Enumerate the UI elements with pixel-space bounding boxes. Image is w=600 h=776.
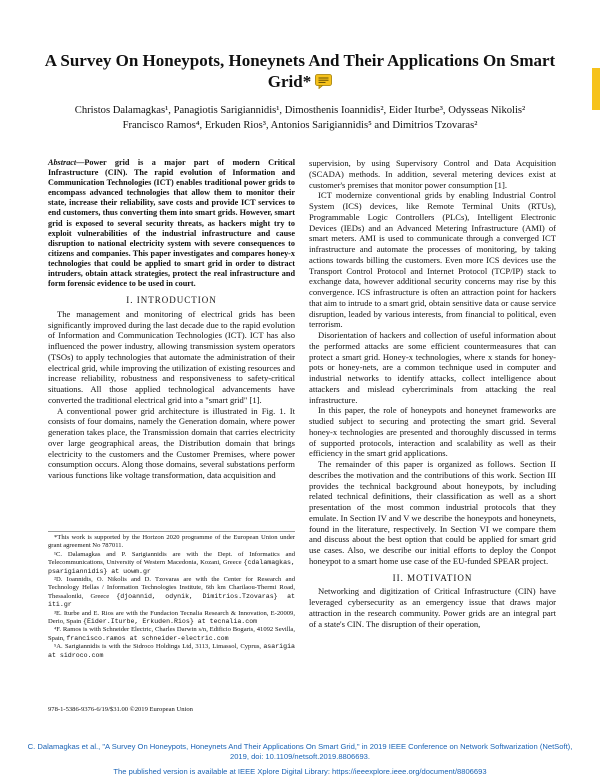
- footnote-2-text: ²D. Ioannidis, O. Nikolis and D. Tzovaras are with the Center for Research and Technology Hellas / Information Technologies Institute, 6th km Charilaou-Thermi Road, Thessaloniki, Greece: [48, 576, 295, 600]
- left-column: [48, 158, 295, 481]
- right-paragraph-4: The remainder of this paper is organized as follows. Section II describes the motivation and the contributions of this work. Section III provides the technical background about honeypots, by including related technical definitions, their classification as well as a short presentation of the most common industrial protocols that they emulate. In Section IV and V we describe the honeypots and honeynets, found in the literature, respectively. In Section VI we compare them and discuss about the best option that could be applied for smart grid use cases. Also, we describe our initial efforts to deploy the Conpot honeypot to a smart home use case of the EU-funded SPEAR project.: [309, 459, 557, 566]
- paper-title: [40, 50, 560, 92]
- copyright-line: 978-1-5386-9376-6/19/$31.00 ©2019 European Union: [48, 706, 193, 713]
- right-paragraph-0: supervision, by using Supervisory Control and Data Acquisition (SCADA) methods. In addition, several metering devices exist at customer's premises that monitor power consumption [1].: [309, 158, 556, 190]
- section-heading-motivation: II. MOTIVATION: [392, 572, 473, 583]
- footnote-4: [48, 626, 295, 643]
- right-paragraph-3: In this paper, the role of honeypots and honeynet frameworks are studied subject to securing and protecting the smart grid. Several honey-x technologies are presented and thoroughly discussed in terms of supported protocols, interaction and scalability as well as their efficiency in the smart grid applications.: [309, 405, 556, 459]
- abstract-label: Abstract: [48, 158, 77, 167]
- footnote-3: [48, 610, 295, 627]
- published-version-link[interactable]: The published version is available at IEEE Xplore Digital Library: https://ieeexplore.ieee.org/document/8806693: [113, 767, 487, 776]
- right-paragraph-2: Disorientation of hackers and collection of useful information about the performed attacks are some efficient countermeasures that can protect a smart grid. Honey-x technologies, where x stands for honey-pots or honey-nets, are a common technique used in computer and industrial networks to identify attacks, collect intelligence about attackers and mislead cybercriminals from attacking the real infrastructure.: [309, 330, 556, 405]
- intro-paragraph-1: The management and monitoring of electrical grids has been significantly improved during the last decade due to the rapid evolution of Information and Communication Technologies (ICT). ICT has also influenced the power industry, allowing transmission system operators (TSOs) to apply technologies that automate the administration of their electrical grid, while improving the utilization of existing resources and increase reliability, robustness and responsiveness to safety-critical situations. All those applied technological advancements have converted the traditional electrical grid into a "smart grid" [1].: [48, 308, 295, 405]
- footnote-1-text: ¹C. Dalamagkas and P. Sarigiannidis are with the Dept. of Informatics and Telecommunications, University of Western Macedonia, Kozani, Greece: [48, 550, 295, 567]
- footnote-4-text: ⁴F. Ramos is with Schneider Electric, Charles Darwin s/n, Edificio Bogaris, 41092 Sevilla, Spain,: [48, 626, 295, 642]
- right-paragraph-1: ICT modernize conventional grids by enabling Industrial Control System (ICS) devices, like Remote Terminal Units (RTUs), Programmable Logic Controllers (PLCs), Intelligent Electronic Devices (IEDs) and an Advanced Metering Infrastructure (AMI) of smart meters. AMI is used to communicate through a converged ICT infrastructure and automate the processes of monitoring, by taking actions towards billing the customers. Even more ICS devices use the Transport Control Protocol and Internet Protocol (TCP/IP) stack to exchange data, however additional security concerns may rise by this convergence. ICS infrastructure is often an attraction point for hackers that aim to intrude to a smart grid, obtain sensitive data or cause service disruption, leaded by various interests, from financial to political, even terrorism.: [309, 190, 556, 330]
- footnote-2: [48, 576, 295, 610]
- section-heading-introduction: I. INTRODUCTION: [126, 295, 217, 306]
- footnote-4-email: francisco.ramos at schneider-electric.com: [66, 634, 229, 642]
- abstract-text: —Power grid is a major part of modern Critical Infrastructure (CIN). The rapid evolution of Information and Communication Technologies (ICT) enables traditional power grids to encompass advanced technologies that allow them to monitor their state, increase their reliability, save costs and provide ICT services to end customers, thus converting them into smart grids. However, smart grid is exposed to several security threats, as hackers might try to exploit vulnerabilities of the industrial infrastructure and cause disruption to national electricity system with severe consequences to citizens and companies. This paper investigates and compares honey-x technologies that could be applied to smart grid in order to distract intruders, obtain attack strategies, protect the real infrastructure and form forensic evidence to be used in court.: [48, 158, 295, 289]
- authors-line-2: Francisco Ramos⁴, Erkuden Rios³, Antonios Sarigiannidis⁵ and Dimitrios Tzovaras²: [122, 120, 478, 131]
- footnote-funding: *This work is supported by the Horizon 2020 programme of the European Union under grant agreement No 787011.: [48, 534, 295, 550]
- footnote-3-email: {Eider.Iturbe, Erkuden.Rios} at tecnalia.com: [83, 618, 258, 626]
- comment-note-icon[interactable]: [315, 73, 332, 88]
- paper-title-text: A Survey On Honeypots, Honeynets And Their Applications On Smart Grid*: [44, 51, 556, 91]
- footnotes: [48, 531, 295, 660]
- footnote-2-email: {djoannid, odynik, Dimitrios.Tzovaras} at iti.gr: [48, 592, 295, 609]
- footnote-5-text: ⁵A. Sarigiannidis is with the Sidroco Holdings Ltd, 3113, Limassol, Cyprus,: [54, 643, 262, 651]
- footnote-3-text: ³E. Iturbe and E. Rios are with the Fundacion Tecnalia Research & Innovation, E-20009, Derio, Spain: [48, 609, 295, 626]
- footnote-5-email: asarigia at sidroco.com: [48, 643, 295, 659]
- citation-banner[interactable]: C. Dalamagkas et al., "A Survey On Honeypots, Honeynets And Their Applications On Smart Grid," in 2019 IEEE Conference on Network Softwarization (NetSoft), 2019, doi: 10.1109/netsoft.2019.8806693.: [27, 742, 573, 761]
- abstract: [48, 158, 295, 289]
- author-list: [40, 103, 560, 133]
- authors-line-1: Christos Dalamagkas¹, Panagiotis Sarigiannidis¹, Dimosthenis Ioannidis², Eider Iturbe³, Odysseas Nikolis²: [74, 105, 526, 116]
- footnote-1: [48, 551, 295, 576]
- motivation-paragraph-1: Networking and digitization of Critical Infrastructure (CIN) have leveraged cybersecurity as an emergency issue that draws major attraction in the research community. Power grids are an integral part of a state's CIN. The disruption of their operation,: [309, 586, 556, 629]
- intro-paragraph-2: A conventional power grid architecture is illustrated in Fig. 1. It consists of four domains, namely the Generation domain, where power generation takes place, the Transmission domain that carries electricity over large geographical areas, the Distribution domain that brings electricity to the customers and the Customer Premises, where power consumption occurs. Along those domains, several substations perform various functions like voltage transformation, data acquisition and: [48, 405, 295, 481]
- side-bookmark-tab[interactable]: [592, 68, 600, 110]
- footnote-1-email: {cdalamagkas, psarigiannidis} at uowm.gr: [48, 559, 295, 575]
- right-column: [309, 158, 556, 629]
- footnote-5: [48, 643, 295, 660]
